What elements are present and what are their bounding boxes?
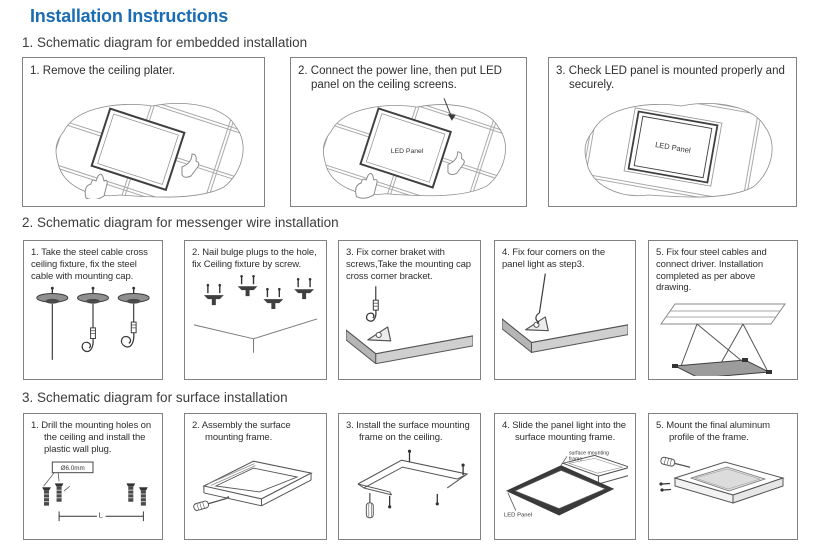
screw-icon <box>436 493 439 505</box>
wall-plug-icon <box>126 484 135 502</box>
section-heading-messenger: 2. Schematic diagram for messenger wire installation <box>22 215 339 230</box>
wall-plug-icon <box>139 488 148 506</box>
screw-icon <box>388 495 391 508</box>
ceiling-fixture-icon <box>78 287 109 352</box>
mount-profile-illustration <box>656 446 790 520</box>
step-panel-embedded-1 <box>22 57 265 207</box>
step-caption: 4. Slide the panel light into the surface mounting frame. <box>502 420 626 443</box>
ceiling-fixture-icon <box>37 287 68 360</box>
step-caption: 3. Install the surface mounting frame on the ceiling. <box>346 420 470 443</box>
screwdriver-icon <box>660 456 691 470</box>
dimension-line <box>59 509 143 522</box>
section-heading-embedded: 1. Schematic diagram for embedded installation <box>22 35 308 50</box>
spring-hook-icon <box>367 287 379 322</box>
step-caption: 1. Drill the mounting holes on the ceiling and install the plastic wall plug. <box>31 420 152 455</box>
step-caption: 2. Assembly the surface mounting frame. <box>192 420 291 443</box>
step-caption: 3. Fix corner braket with screws,Take the mounting cap cross corner bracket. <box>346 247 471 282</box>
screw-icon <box>660 488 671 491</box>
nail-plugs-illustration <box>192 273 319 353</box>
panel-label: LED Panel <box>503 512 533 518</box>
ceiling-fixture-icon <box>118 287 149 347</box>
length-label: L <box>98 510 103 520</box>
step-panel-messenger-1 <box>23 240 163 380</box>
screwdriver-icon <box>193 494 230 511</box>
plug-fixture-icon <box>238 275 258 296</box>
drill-holes-illustration <box>31 457 155 531</box>
suspended-panel-illustration <box>656 296 790 376</box>
screwdriver-icon <box>366 492 373 517</box>
wall-plug-icon <box>55 484 64 502</box>
step-panel-surface-4 <box>494 413 636 540</box>
screw-icon <box>408 449 411 462</box>
steel-cable-fixture-illustration <box>31 284 155 364</box>
surface-steps-row <box>23 413 798 540</box>
led-panel-label: LED Panel <box>654 139 692 156</box>
step-caption: 5. Mount the final aluminum profile of the frame. <box>656 420 770 443</box>
step-panel-messenger-5 <box>648 240 798 380</box>
steel-cable-icon <box>536 273 545 323</box>
step-caption: 3. Check LED panel is mounted properly and securely. <box>556 65 785 92</box>
step-panel-messenger-3 <box>338 240 481 380</box>
left-hand-icon <box>356 174 377 199</box>
step-panel-embedded-2 <box>290 57 527 207</box>
assemble-frame-illustration <box>192 446 319 520</box>
step-panel-messenger-2 <box>184 240 327 380</box>
step-caption: 1. Take the steel cable cross ceiling fixture, fix the steel cable with mounting cap. <box>31 247 148 282</box>
connect-power-line-illustration <box>298 95 520 199</box>
corner-bracket-illustration <box>346 284 473 364</box>
plug-fixture-icon <box>204 283 224 304</box>
step-panel-surface-1 <box>23 413 163 540</box>
plug-fixture-icon <box>294 278 314 299</box>
step-panel-surface-3 <box>338 413 481 540</box>
step-caption: 4. Fix four corners on the panel light as step3. <box>502 247 606 270</box>
step-panel-messenger-4 <box>494 240 636 380</box>
embedded-steps-row <box>22 57 797 207</box>
led-panel-icon <box>675 360 769 376</box>
frame-label: surface mounting <box>568 449 609 456</box>
page-title: Installation Instructions <box>30 6 229 26</box>
step-panel-surface-2 <box>184 413 327 540</box>
screw-icon <box>659 482 670 485</box>
led-panel-label: LED Panel <box>390 147 424 155</box>
install-frame-ceiling-illustration <box>346 446 473 520</box>
frame-label: frame <box>568 455 583 462</box>
step-panel-embedded-3 <box>548 57 797 207</box>
wall-plug-icon <box>42 488 51 506</box>
slide-panel-into-frame-illustration <box>502 446 628 520</box>
right-hand-icon <box>448 152 464 175</box>
corner-bracket-icon <box>368 327 391 341</box>
plug-fixture-icon <box>263 287 283 308</box>
step-panel-surface-5 <box>648 413 798 540</box>
step-caption: 2. Connect the power line, then put LED panel on the ceiling screens. <box>298 65 502 92</box>
step-caption: 5. Fix four steel cables and connect driver. Installation completed as per above drawing. <box>656 247 767 294</box>
remove-ceiling-plate-illustration <box>30 95 258 199</box>
right-hand-icon <box>182 154 199 177</box>
step-caption: 1. Remove the ceiling plater. <box>30 65 176 77</box>
check-mounted-panel-illustration <box>556 95 790 199</box>
diameter-label: Ø6.0mm <box>60 465 85 473</box>
fix-corners-illustration <box>502 273 628 353</box>
step-caption: 2. Nail bulge plugs to the hole, fix Ceiling fixture by screw. <box>192 247 317 270</box>
corner-bracket-icon <box>526 316 549 330</box>
section-heading-surface: 3. Schematic diagram for surface installation <box>22 390 288 405</box>
messenger-steps-row <box>23 240 798 380</box>
